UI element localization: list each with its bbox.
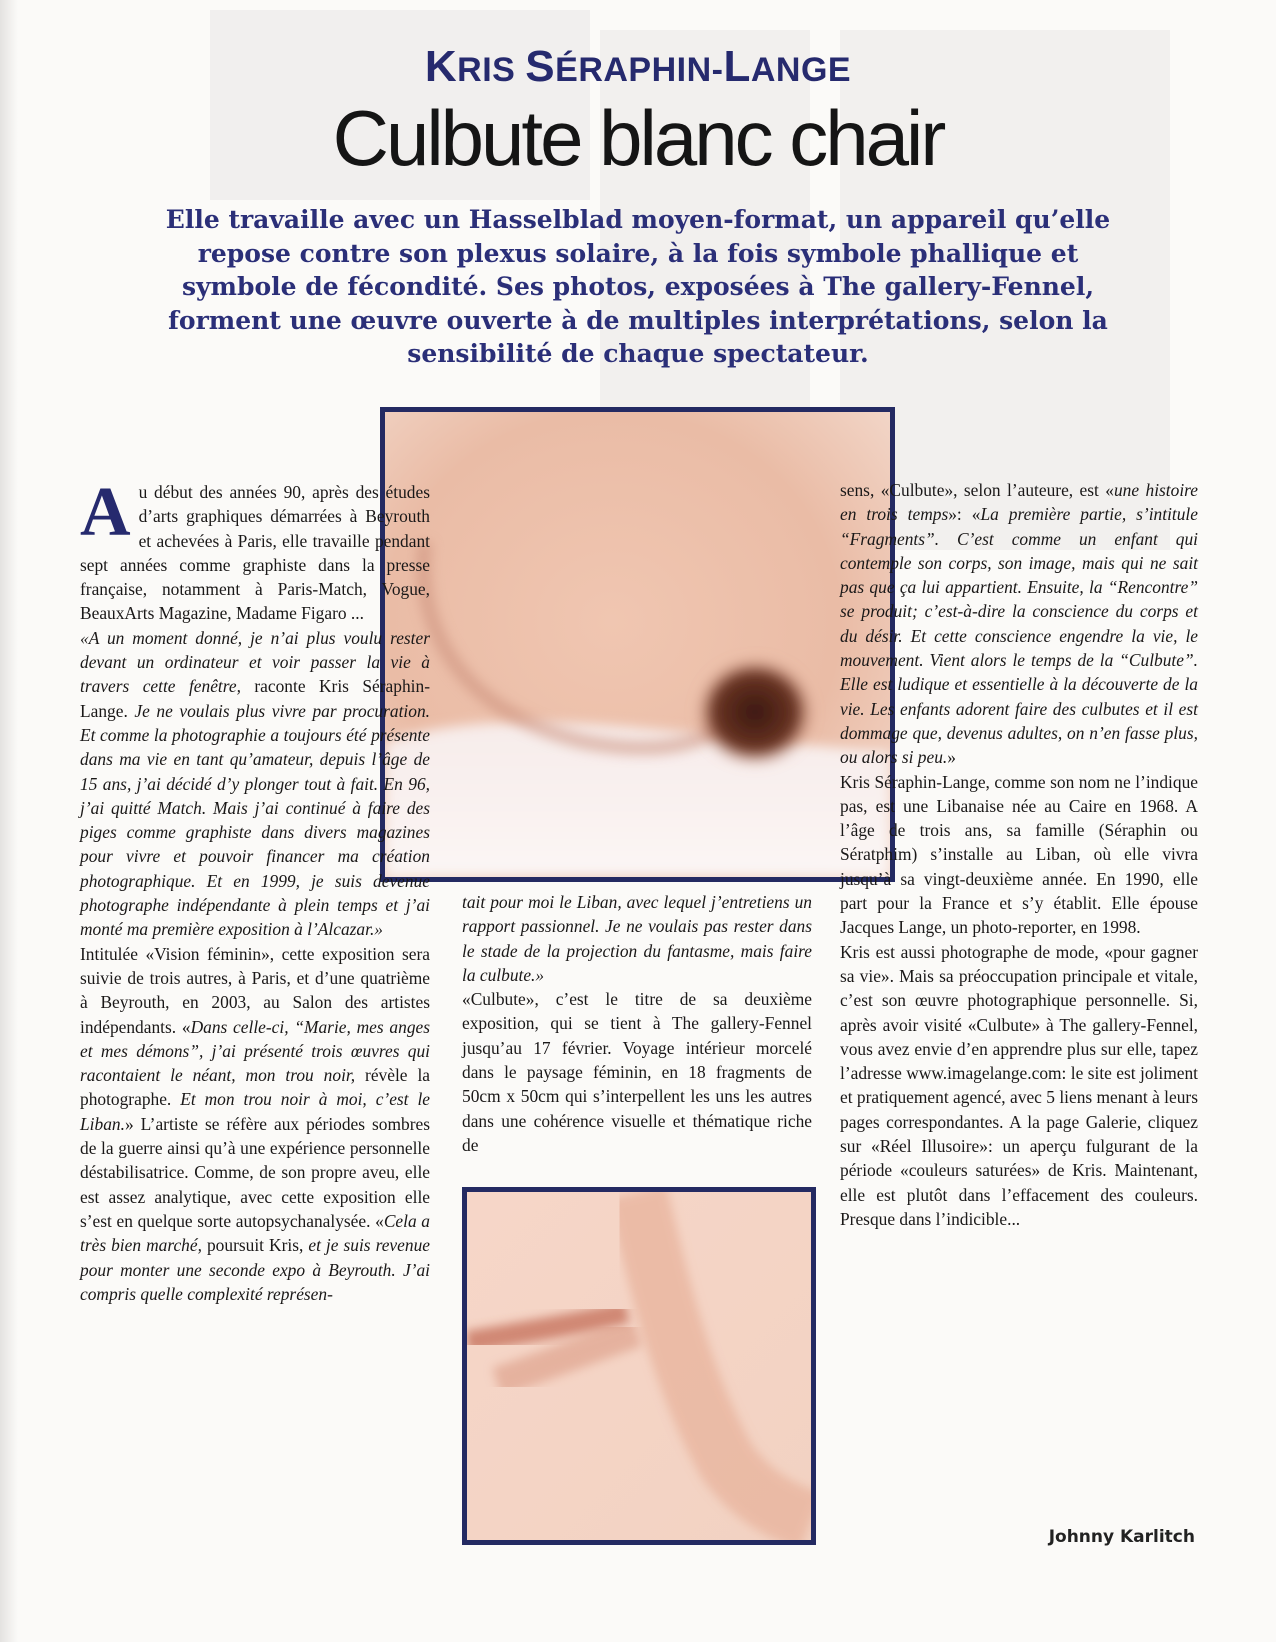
body-text: poursuit Kris, <box>201 1235 309 1256</box>
artist-initial: L <box>723 42 751 91</box>
body-text: » <box>947 747 956 768</box>
paragraph <box>840 478 1198 770</box>
body-text: Intitulée «Vision féminin», cette exposition sera suivie de trois autres, à Paris, et d’une quatrième à Beyrouth, en 2003, au Salon des artistes indépendants. « <box>80 943 430 1037</box>
quote-text: Dans celle-ci, “Marie, mes anges et mes démons”, j’ai présenté trois œuvres qui racontaient le néant, mon trou noir, <box>80 1016 430 1086</box>
artist-initial: S <box>525 42 556 91</box>
intro-text: u début des années 90, après des études d’arts graphiques démarrées à Beyrouth et achevées à Paris, elle travaille pendant sept années comme graphiste dans la presse française, notamment à Paris-Match, Vogue, BeauxArts Magazine, Madame Figaro ... <box>80 482 430 624</box>
photo-legs-frame <box>462 1187 816 1545</box>
artist-name-part: RIS <box>457 51 526 89</box>
photo-torso <box>385 412 890 877</box>
quote-text: et je suis revenue pour monter une seconde expo à Beyrouth. J’ai compris quelle complexité représen- <box>80 1235 430 1304</box>
quote-text: «A un moment donné, je n’ai plus voulu rester devant un ordinateur et voir passer la vie à travers cette fenêtre, <box>80 627 430 697</box>
quote-text: Et mon trou noir à moi, c’est le Liban. <box>80 1089 431 1134</box>
paragraph: Kris est aussi photographe de mode, «pour gagner sa vie». Mais sa préoccupation principale et vitale, c’est son œuvre photographique personnelle. Si, après avoir visité «Culbute» à The gallery-Fennel, vous avez envie d’en apprendre plus sur elle, tapez l’adresse www.imagelange.com: le site est joliment et pratiquement agencé, avec 5 liens menant à leurs pages correspondantes. A la page Galerie, cliquez sur «Réel Illusoire»: un aperçu fulgurant de la période «couleurs saturées» de Kris. Maintenant, elle est plutôt dans l’effacement des couleurs. Presque dans l’indicible... <box>840 941 1198 1229</box>
article-column-1 <box>80 474 431 1306</box>
photo-legs <box>467 1192 811 1540</box>
lead-paragraph: Elle travaille avec un Hasselblad moyen-format, un appareil qu’elle repose contre son plexus solaire, à la fois symbole phallique et symbole de fécondité. Ses photos, exposées à The gallery-Fennel, forment une œuvre ouverte à de multiples interprétations, selon la sensibilité de chaque spectateur. <box>165 205 1111 368</box>
quote-text: une histoire en trois temps <box>840 480 1198 525</box>
article-title: Culbute blanc chair <box>332 94 944 182</box>
quote-text: La première partie, s’intitule “Fragments”. C’est comme un enfant qui contemple son corps, son image, mais qui ne sait pas que ça lui appartient. Ensuite, la “Rencontre” se produit; c’est-à-dire la conscience du corps et du désir. Et cette conscience engendre la vie, le mouvement. Vient alors le temps de la “Culbute”. Elle est ludique et essentielle à la découverte de la vie. Les enfants adorent faire des culbutes et il est dommage que, devenus adultes, on n’en fasse plus, ou alors si peu. <box>840 504 1198 768</box>
quote-paragraph <box>80 626 430 942</box>
quote-text: tait pour moi le Liban, avec lequel j’entretiens un rapport passionnel. Je ne voulais pas rester dans le stade de la projection du fantasme, mais faire la culbute.» <box>462 892 812 985</box>
body-text: »: « <box>948 504 981 525</box>
author-signature: Johnny Karlitch <box>1048 1527 1195 1547</box>
paragraph <box>80 474 430 626</box>
artist-initial: K <box>424 42 458 91</box>
quote-text: Je ne voulais plus vivre par procuration. Et comme la photographie a toujours été présente dans ma vie en tant qu’amateur, depuis l’âge de 15 ans, j’ai décidé d’y plonger tout à fait. En 96, j’ai quitté Match. Mais j’ai continué à faire des piges comme graphiste dans divers magazines pour vivre et pouvoir financer ma création photographique. Et en 1999, je suis devenue photographe indépendante à plein temps et j’ai monté ma première exposition à l’Alcazar.» <box>80 700 430 940</box>
paragraph <box>80 942 430 1306</box>
body-text: » L’artiste se réfère aux périodes sombres de la guerre ainsi qu’à une expérience personnelle déstabilisatrice. Comme, de son propre aveu, elle est assez analytique, avec cette exposition elle s’est en quelque sorte autopsychanalysée. « <box>80 1113 430 1231</box>
article-column-2 <box>462 890 812 1157</box>
paragraph: Kris Séraphin-Lange, comme son nom ne l’indique pas, est une Libanaise née au Caire en 1968. A l’âge de trois ans, sa famille (Séraphin ou Sératphim) s’installe au Liban, où elle vivra jusqu’à sa vingt-deuxième année. En 1990, elle part pour la France et s’y établit. Elle épouse Jacques Lange, un photo-reporter, en 1998. <box>840 771 1198 938</box>
article-column-3 <box>840 478 1198 1231</box>
artist-name-part: ÉRAPHIN- <box>555 51 724 89</box>
page-fold-shadow <box>0 0 18 1642</box>
quote-attribution: raconte Kris Séraphin-Lange. <box>80 676 430 721</box>
quote-paragraph <box>462 890 812 987</box>
paragraph: «Culbute», c’est le titre de sa deuxième exposition, qui se tient à The gallery-Fennel jusqu’au 17 février. Voyage intérieur morcelé dans le paysage féminin, en 18 fragments de 50cm x 50cm qui s’interpellent les uns les autres dans une cohérence visuelle et thématique riche de <box>462 989 812 1155</box>
photo-torso-frame <box>380 407 895 882</box>
drop-cap: A <box>80 474 131 551</box>
artist-name-part: ANGE <box>750 51 852 89</box>
body-text: sens, «Culbute», selon l’auteure, est « <box>840 480 1114 500</box>
artist-name <box>0 42 1276 92</box>
quote-text: Cela a très bien marché, <box>80 1210 431 1256</box>
body-text: révèle la photographe. <box>80 1065 430 1110</box>
